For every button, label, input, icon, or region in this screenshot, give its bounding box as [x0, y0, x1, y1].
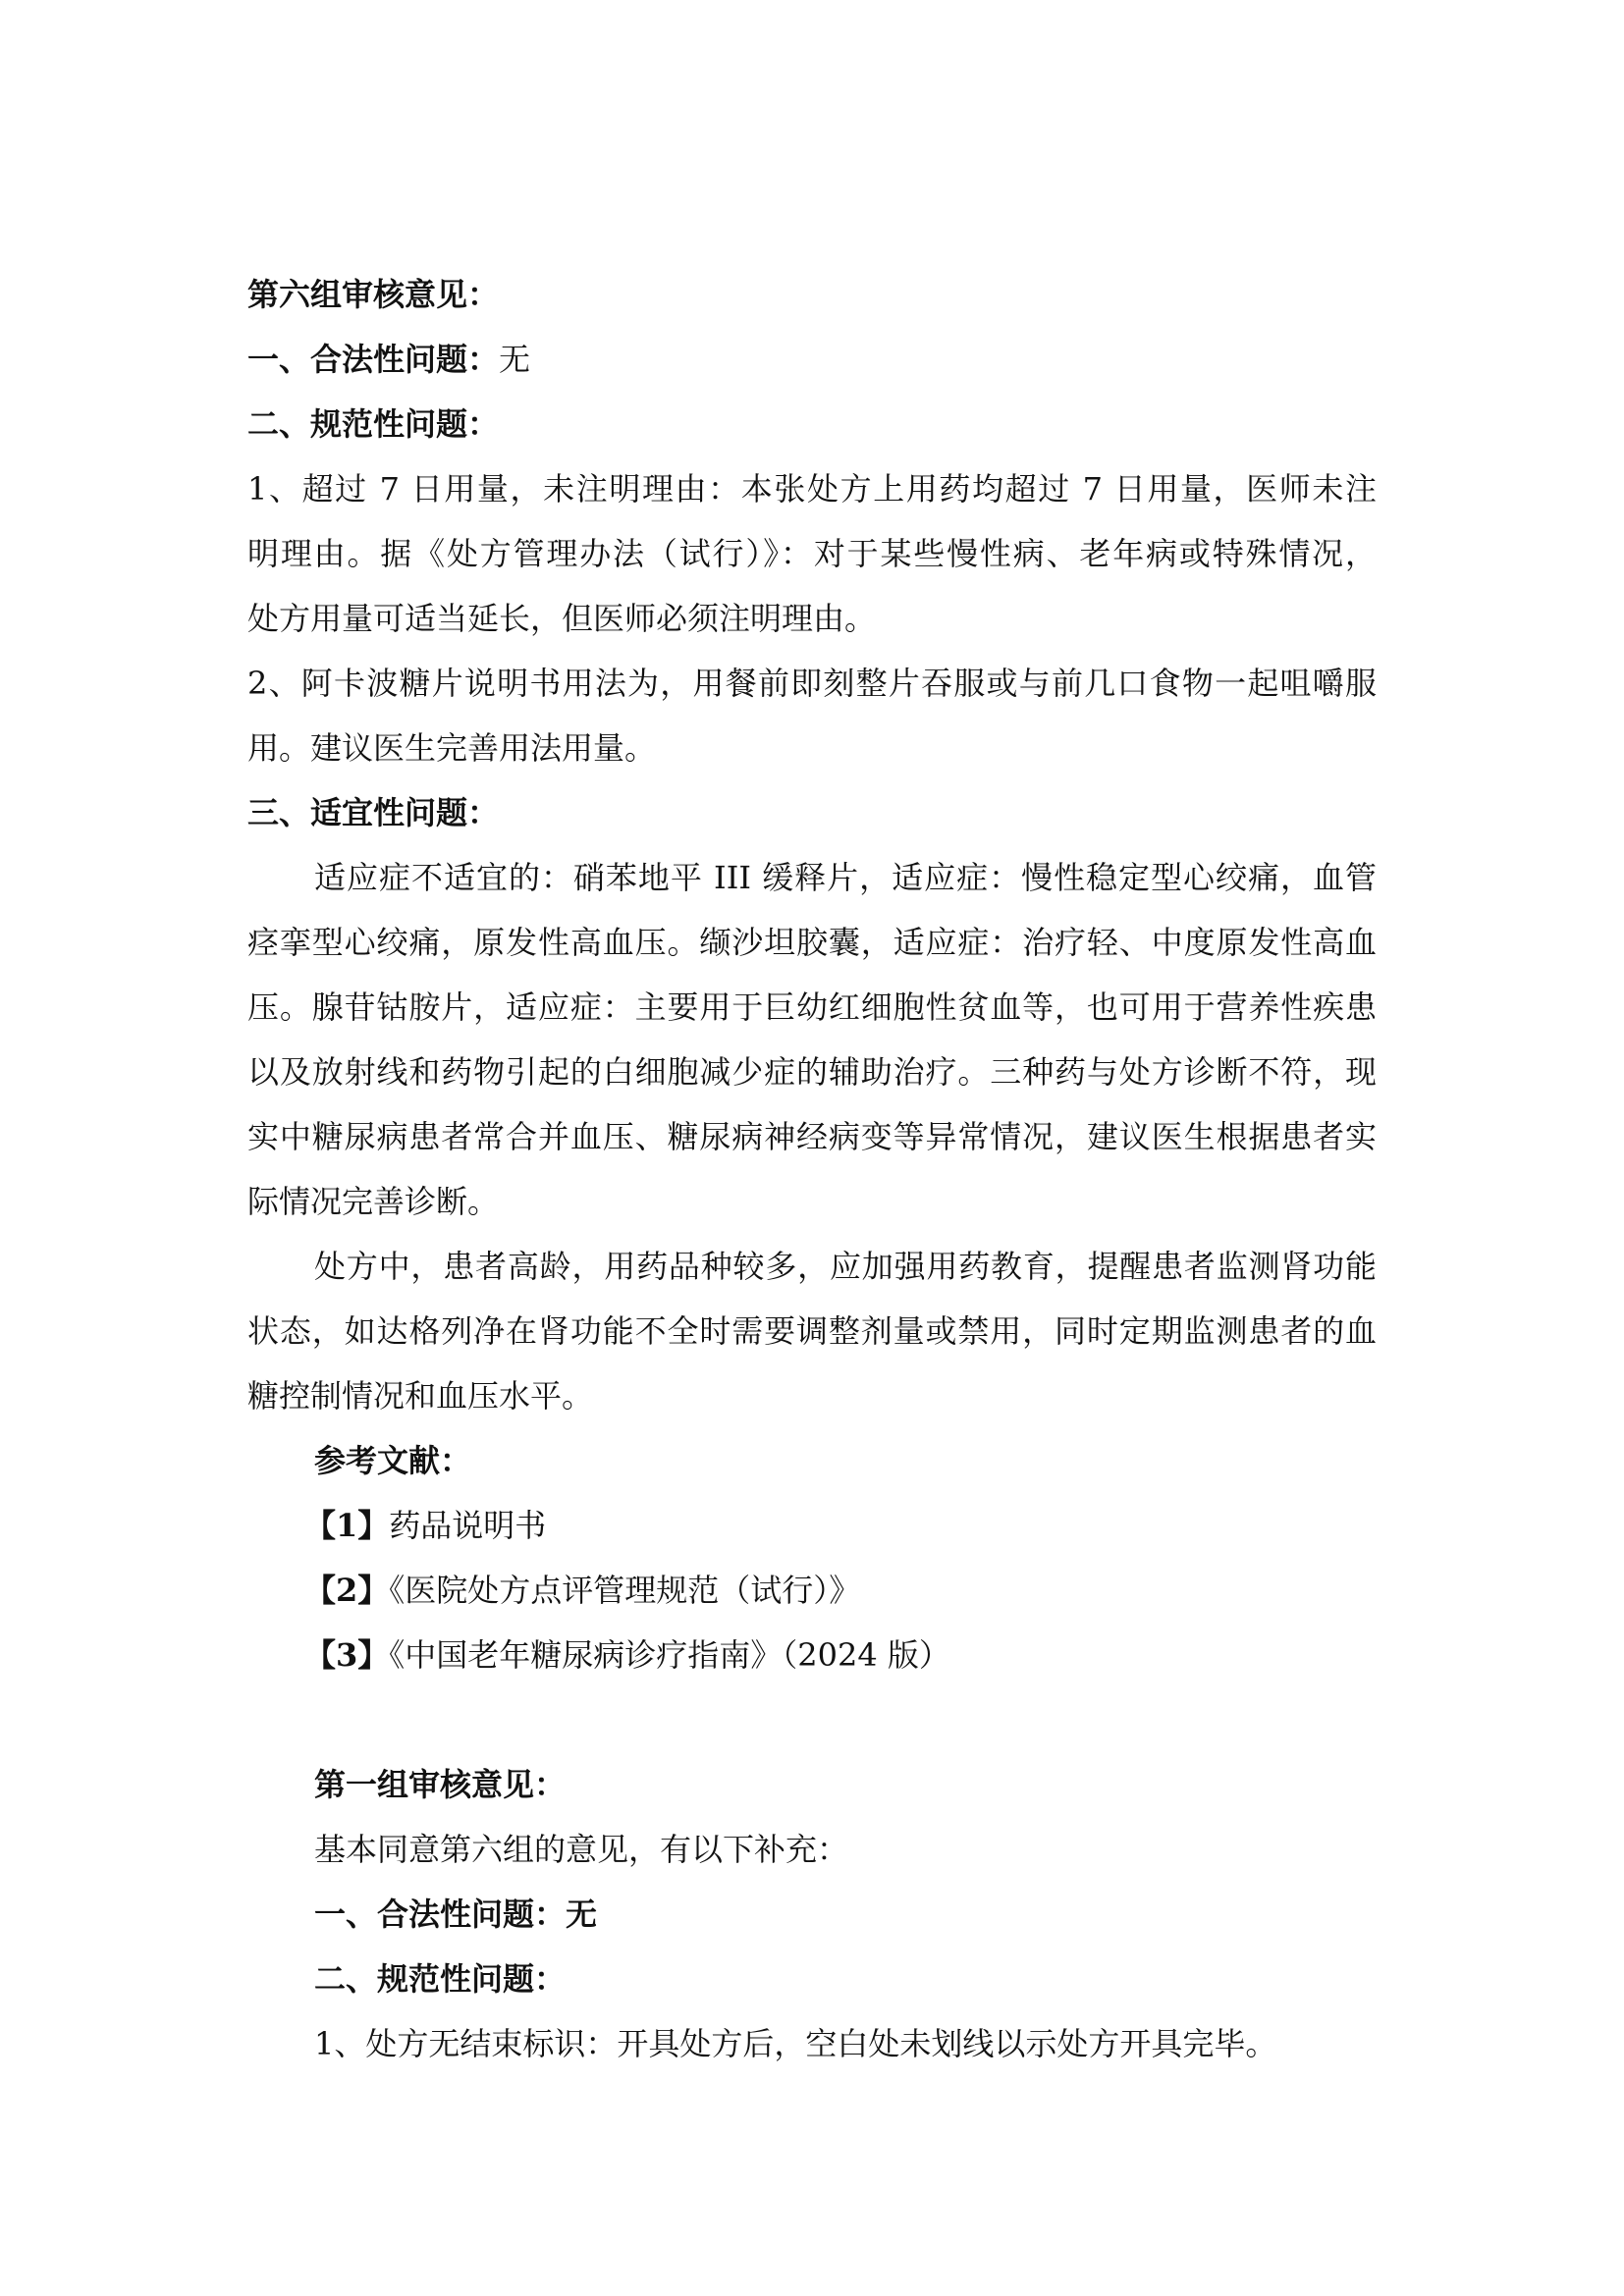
group1-legality-label: 一、合法性问题： [314, 1896, 567, 1933]
group6-para1-line4: 以及放射线和药物引起的白细胞减少症的辅助治疗。三种药与处方诊断不符，现 [247, 1053, 1377, 1091]
reference-text: 《中国老年糖尿病诊疗指南》（2024 版） [389, 1636, 950, 1674]
group6-standard-label: 二、规范性问题： [247, 405, 500, 443]
reference-text: 药品说明书 [389, 1507, 547, 1544]
group6-heading: 第六组审核意见： [247, 276, 500, 313]
group6-para1-line6: 际情况完善诊断。 [247, 1183, 500, 1220]
references-heading: 参考文献： [314, 1442, 472, 1479]
group6-legality-value: 无 [499, 341, 531, 378]
group1-heading: 第一组审核意见： [314, 1766, 567, 1803]
group6-item1-line2: 明理由。据《处方管理办法（试行）》：对于某些慢性病、老年病或特殊情况， [247, 535, 1377, 572]
reference-item [304, 1570, 1377, 1611]
reference-item [304, 1505, 1377, 1546]
reference-text: 《医院处方点评管理规范（试行）》 [389, 1572, 861, 1609]
group6-para1-line2: 痉挛型心绞痛，原发性高血压。缬沙坦胶囊，适应症：治疗轻、中度原发性高血 [247, 924, 1377, 961]
reference-number: 【2】 [304, 1572, 390, 1609]
reference-item [304, 1634, 1377, 1676]
group1-intro: 基本同意第六组的意见，有以下补充： [314, 1831, 849, 1868]
group1-standard-label: 二、规范性问题： [314, 1960, 567, 1998]
group6-legality-line [247, 339, 1377, 380]
group6-para1-line1: 适应症不适宜的：硝苯地平 III 缓释片，适应症：慢性稳定型心绞痛，血管 [314, 859, 1377, 896]
group1-legality-line [314, 1894, 1377, 1935]
group6-item1-line1: 1、超过 7 日用量，未注明理由：本张处方上用药均超过 7 日用量，医师未注 [247, 470, 1377, 507]
group6-suitability-label: 三、适宜性问题： [247, 794, 500, 831]
group6-item1-line3: 处方用量可适当延长，但医师必须注明理由。 [247, 600, 877, 637]
group6-item2-line1: 2、阿卡波糖片说明书用法为，用餐前即刻整片吞服或与前几口食物一起咀嚼服 [247, 665, 1377, 702]
reference-number: 【1】 [304, 1507, 390, 1544]
group1-item1: 1、处方无结束标识：开具处方后，空白处未划线以示处方开具完毕。 [314, 2025, 1277, 2062]
group6-item2-line2: 用。建议医生完善用法用量。 [247, 729, 657, 767]
group6-para2-line3: 糖控制情况和血压水平。 [247, 1377, 594, 1415]
group6-para1-line5: 实中糖尿病患者常合并血压、糖尿病神经病变等异常情况，建议医生根据患者实 [247, 1118, 1377, 1155]
group6-legality-label: 一、合法性问题： [247, 341, 500, 378]
group1-legality-value: 无 [566, 1896, 598, 1933]
group6-para1-line3: 压。腺苷钴胺片，适应症：主要用于巨幼红细胞性贫血等，也可用于营养性疾患 [247, 988, 1377, 1026]
group6-para2-line1: 处方中，患者高龄，用药品种较多，应加强用药教育，提醒患者监测肾功能 [314, 1248, 1377, 1285]
group6-para2-line2: 状态，如达格列净在肾功能不全时需要调整剂量或禁用，同时定期监测患者的血 [247, 1312, 1377, 1350]
reference-number: 【3】 [304, 1636, 390, 1674]
